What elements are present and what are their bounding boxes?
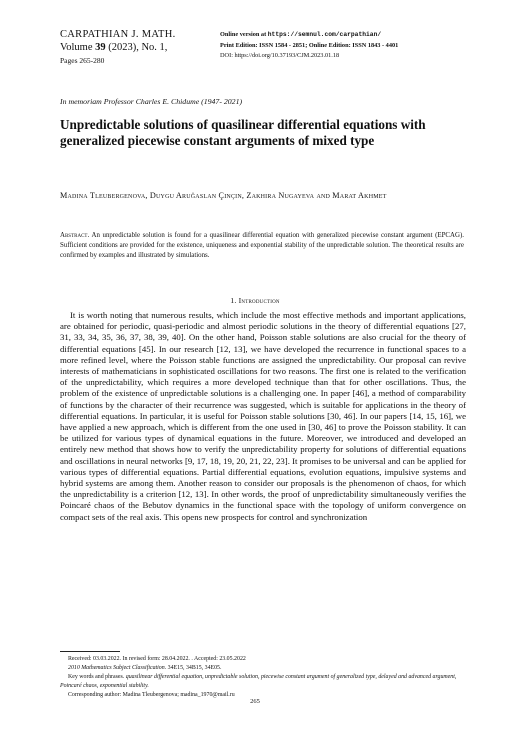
- volume-suffix: (2023), No. 1,: [105, 42, 168, 53]
- abstract-label: Abstract.: [60, 232, 90, 239]
- online-url-link[interactable]: https://semnul.com/carpathian/: [267, 31, 382, 38]
- volume-prefix: Volume: [60, 42, 96, 53]
- memoriam-line: In memoriam Professor Charles E. Chidume (1947- 2021): [60, 97, 243, 106]
- publication-info: [220, 30, 480, 62]
- section-number: 1.: [230, 296, 237, 305]
- introduction-paragraph: It is worth noting that numerous results, which include the most effective methods and important applications, are obtained for periodic, quasi-periodic and almost periodic solutions in the theory of differential equations [27, 31, 33, 34, 35, 36, 37, 38, 39, 40]. On the other hand, Poisson stable solutions are also crucial for the theory of differential equations [45]. In our research [12, 13], we have developed the recurrence in functional spaces to a more refined level, where the Poisson stable functions are assigned the unpredictability. Our proposal can revive interests of mathematicians in sophisticated oscillations for two reasons. The first one is related to the verification of the unpredictability, which requires a more developed technique than that for other oscillations. Thus, the problem of the existence of unpredictable solutions is a challenging one. In paper [46], a method of comparability of functions by the character of their recurrence was suggested, which is suitable for applications in the theory of differential equations. In particular, it is useful for Poisson stable solutions [30, 46]. In our papers [14, 15, 16], we have applied a new approach, which is different from the one used in [30, 46] to prove the Poisson stability. It can be utilized for various types of dynamical equations in the future. Moreover, we introduced and developed an entirely new method that shows how to verify the unpredictability property for solutions of differential equations and oscillations in neural networks [9, 17, 18, 19, 20, 21, 22, 23]. It promises to be universal and can be applied for various types of differential equations. Partial differential equations, evolution equations, impulsive systems and hybrid systems are among them. Another reason to consider our proposals is the phenomenon of chaos, for which the unpredictability is a criterion [12, 13]. In other words, the proof of unpredictability simultaneously verifies the Poincaré chaos of the Bebutov dynamics in the functional space with the topology of uniform convergence on compact sets of the real axis. This opens new prospects for control and synchronization: [60, 310, 466, 522]
- abstract-text: An unpredictable solution is found for a quasilinear differential equation with generalized piecewise constant argument (EPCAG). Sufficient conditions are provided for the existence, uniqueness and exponential stability of the unpredictable solution. The theoretical results are confirmed by examples and illustrated by simulations.: [60, 232, 465, 259]
- doi-link[interactable]: DOI: https://doi.org/10.37193/CJM.2023.01.18: [220, 52, 340, 59]
- keywords-line: [60, 673, 466, 691]
- keywords-text: quasilinear differential equation, unpredictable solution, piecewise constant argument of generalized type, delayed and advanced argument, Poincaré chaos, exponential stability.: [60, 673, 457, 689]
- volume-number: 39: [95, 42, 106, 53]
- msc-label: 2010 Mathematics Subject Classification.: [68, 664, 167, 671]
- section-heading: [0, 296, 510, 305]
- journal-info: [60, 28, 210, 66]
- online-label: Online version at: [220, 31, 268, 38]
- footnote-divider: [60, 651, 120, 652]
- corresponding-author: Corresponding author: Madina Tleubergenova; madina_1970@mail.ru: [68, 691, 235, 698]
- journal-name: CARPATHIAN J. MATH.: [60, 29, 176, 40]
- received-dates: Received: 03.03.2022. In revised form: 28.04.2022. . Accepted: 23.05.2022: [68, 656, 246, 662]
- page-number: 265: [250, 698, 260, 705]
- author-list: Madina Tleubergenova, Duygu Aruğaslan Çinçin, Zakhira Nugayeva and Marat Akhmet: [60, 191, 387, 200]
- abstract: [60, 231, 464, 260]
- keywords-label: Key words and phrases.: [68, 673, 125, 680]
- paper-title: Unpredictable solutions of quasilinear differential equations with generalized piecewise constant arguments of mixed type: [60, 117, 426, 148]
- online-version-line: [220, 30, 480, 41]
- page-range: Pages 265-280: [60, 56, 105, 65]
- issn-line: Print Edition: ISSN 1584 - 2851; Online Edition: ISSN 1843 - 4401: [220, 41, 399, 49]
- volume-line: [60, 41, 210, 54]
- msc-codes: 34E15, 34B15, 34E05.: [166, 664, 222, 671]
- msc-line: [60, 664, 466, 673]
- section-title: Introduction: [238, 296, 280, 305]
- footnotes: [60, 655, 466, 700]
